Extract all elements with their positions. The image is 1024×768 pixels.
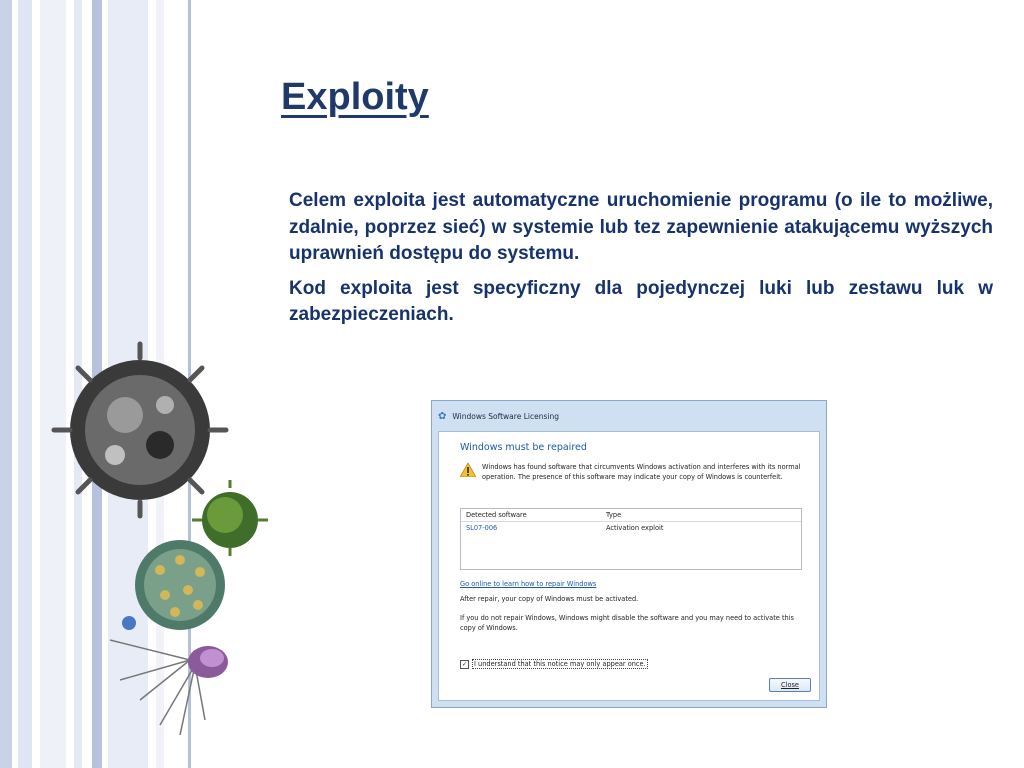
detected-software-table	[460, 508, 802, 570]
close-button[interactable]: Close	[769, 678, 811, 692]
slide-title: Exploity	[281, 76, 429, 118]
grey-virus-image	[54, 344, 226, 516]
windows-logo-icon: ✿	[438, 410, 447, 422]
column-header: Type	[606, 511, 622, 519]
bullet-dot	[122, 616, 136, 630]
teal-virus-image	[135, 540, 225, 630]
paragraph-1: Celem exploita jest automatyczne uruchomienie programu (o ile to możliwe, zdalnie, poprzez sieć) w systemie lub tez zapewnienie atakującemu wyższych uprawnień dostępu do systemu.	[289, 190, 993, 264]
windows-licensing-dialog	[431, 400, 827, 708]
slide-body	[289, 188, 993, 337]
stripe	[0, 0, 12, 768]
dialog-titlebar	[432, 401, 826, 431]
table-header	[461, 509, 801, 522]
if-not-repair-text: If you do not repair Windows, Windows might disable the software and you may need to activate this copy of Windows.	[460, 614, 794, 632]
detected-software-cell[interactable]: SL07-006	[466, 524, 498, 532]
warning-icon	[460, 463, 476, 477]
phage-image	[110, 640, 228, 735]
dialog-client-area	[438, 431, 820, 701]
acknowledge-checkbox-row[interactable]	[460, 659, 648, 669]
acknowledge-checkbox[interactable]: ✓	[461, 660, 468, 668]
column-header: Detected software	[466, 511, 527, 519]
warning-message: Windows has found software that circumvents Windows activation and interferes with its normal operation. The presence of this software may indicate your copy of Windows is counterfeit.	[482, 463, 801, 481]
after-repair-text: After repair, your copy of Windows must be activated.	[460, 595, 639, 603]
dialog-title: Windows Software Licensing	[452, 411, 559, 421]
dialog-heading: Windows must be repaired	[460, 442, 587, 453]
paragraph-2: Kod exploita jest specyficzny dla pojedynczej luki lub zestawu luk w zabezpieczeniach.	[289, 277, 993, 325]
type-cell: Activation exploit	[606, 524, 664, 532]
acknowledge-label[interactable]: I understand that this notice may only appear once.	[474, 660, 646, 668]
table-row[interactable]	[461, 522, 801, 534]
virus-illustration	[30, 340, 280, 740]
repair-online-link[interactable]: Go online to learn how to repair Windows	[460, 580, 597, 588]
